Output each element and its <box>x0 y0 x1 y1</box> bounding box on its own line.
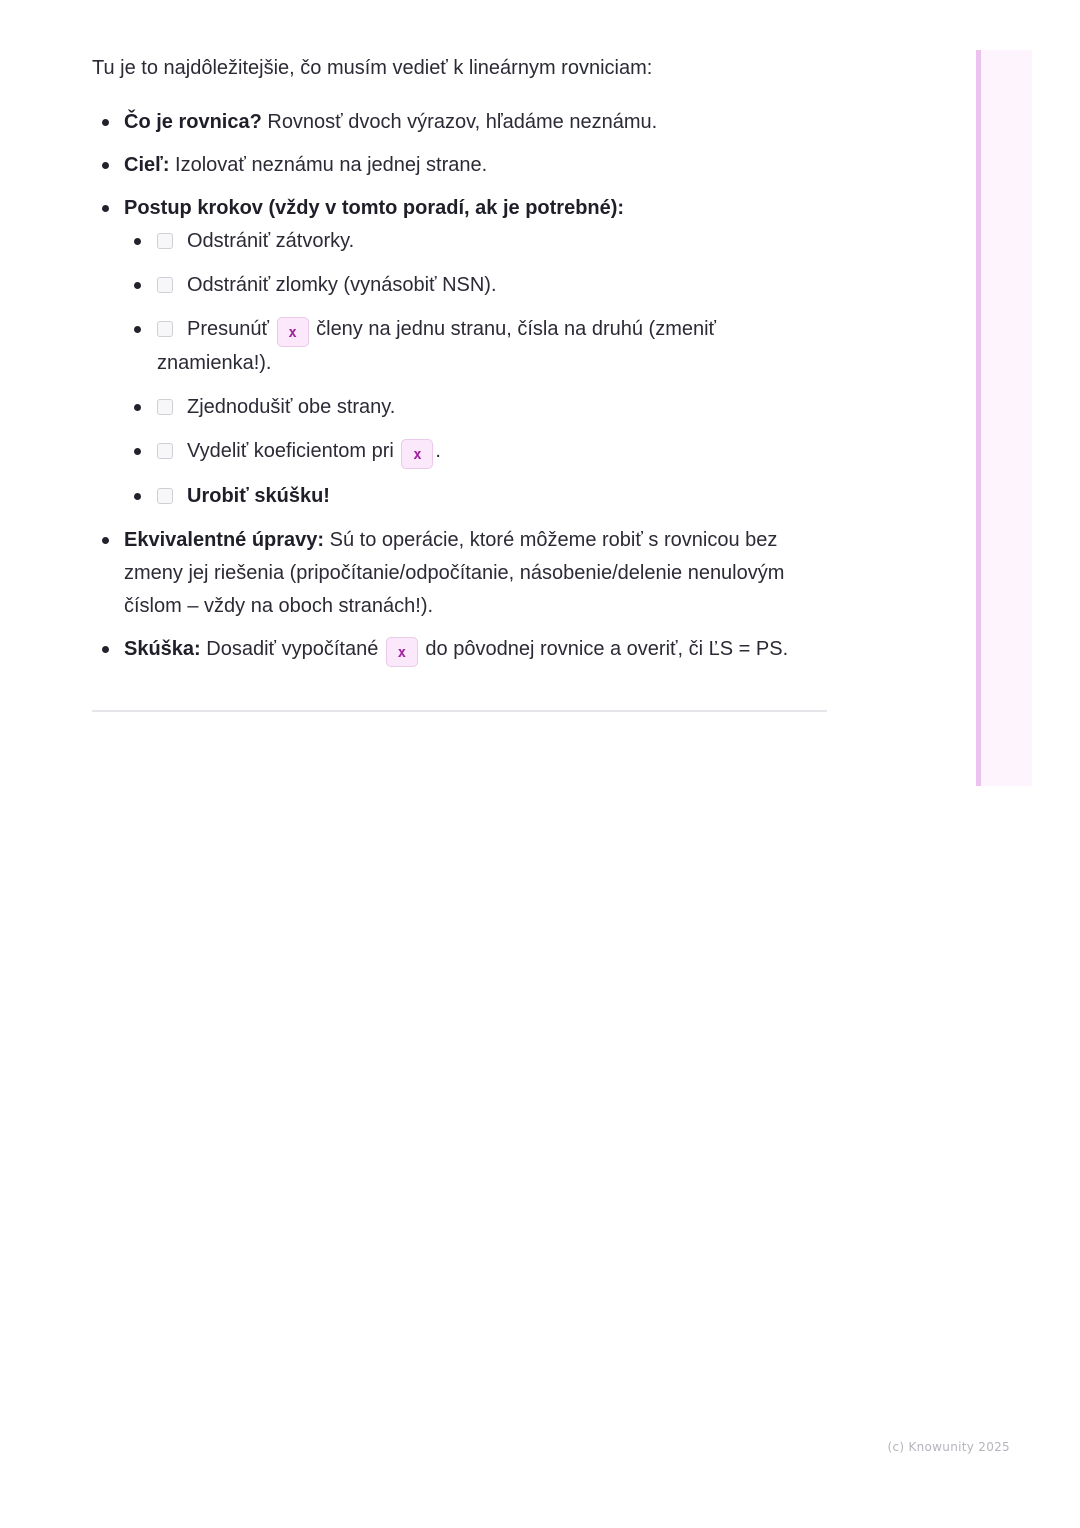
step-checkbox[interactable] <box>157 321 173 337</box>
bullet-postup <box>92 192 827 513</box>
step-item <box>124 480 827 513</box>
step-checkbox[interactable] <box>157 233 173 249</box>
main-bullet-list <box>92 106 827 667</box>
bullet-rovnica <box>92 106 827 139</box>
step-checkbox[interactable] <box>157 277 173 293</box>
step-text: Zjednodušiť obe strany. <box>187 396 396 418</box>
bullet-ciel <box>92 149 827 182</box>
bullet-skuska-title: Skúška: <box>124 638 201 660</box>
bullet-rovnica-title: Čo je rovnica? <box>124 111 262 133</box>
inline-code-x: x <box>401 439 433 469</box>
side-accent-panel <box>976 50 1032 786</box>
intro-text: Tu je to najdôležitejšie, čo musím vedieť k lineárnym rovniciam: <box>92 57 653 79</box>
bullet-rovnica-text: Rovnosť dvoch výrazov, hľadáme neznámu. <box>261 111 658 133</box>
step-text-before: Presunúť <box>187 318 275 340</box>
step-text: Odstrániť zlomky (vynásobiť NSN). <box>187 274 497 296</box>
inline-code-x: x <box>386 637 418 667</box>
step-item <box>124 269 827 302</box>
steps-checklist <box>124 225 827 513</box>
note-content <box>92 52 827 677</box>
bullet-postup-title: Postup krokov (vždy v tomto poradí, ak je potrebné): <box>124 197 625 219</box>
bullet-skuska-text-before: Dosadiť vypočítané <box>200 638 384 660</box>
bullet-ciel-title: Cieľ: <box>124 154 170 176</box>
inline-code-x: x <box>277 317 309 347</box>
copyright-footer: (c) Knowunity 2025 <box>887 1440 1010 1454</box>
bullet-skuska <box>92 633 827 667</box>
step-item <box>124 313 827 380</box>
bullet-ciel-text: Izolovať neznámu na jednej strane. <box>169 154 488 176</box>
step-item <box>124 225 827 258</box>
step-text-before: Vydeliť koeficientom pri <box>187 440 400 462</box>
step-text-bold: Urobiť skúšku! <box>187 485 330 507</box>
step-item <box>124 391 827 424</box>
step-text-after: členy na jednu stranu, čísla na druhú (zmeniť znamienka!). <box>157 318 717 374</box>
bullet-ekvivalentne-title: Ekvivalentné úpravy: <box>124 529 325 551</box>
step-checkbox[interactable] <box>157 399 173 415</box>
step-text-after: . <box>435 440 441 462</box>
bullet-ekvivalentne-text: Sú to operácie, ktoré môžeme robiť s rovnicou bez zmeny jej riešenia (pripočítanie/odpočítanie, násobenie/delenie nenulovým číslom – vždy na oboch stranách!). <box>124 529 785 617</box>
bullet-skuska-text-after: do pôvodnej rovnice a overiť, či ĽS = PS. <box>419 638 789 660</box>
horizontal-divider <box>92 710 827 712</box>
bullet-ekvivalentne <box>92 524 827 623</box>
side-accent-bar <box>976 50 981 786</box>
step-text: Odstrániť zátvorky. <box>187 230 355 252</box>
step-checkbox[interactable] <box>157 488 173 504</box>
step-item <box>124 435 827 469</box>
step-checkbox[interactable] <box>157 443 173 459</box>
